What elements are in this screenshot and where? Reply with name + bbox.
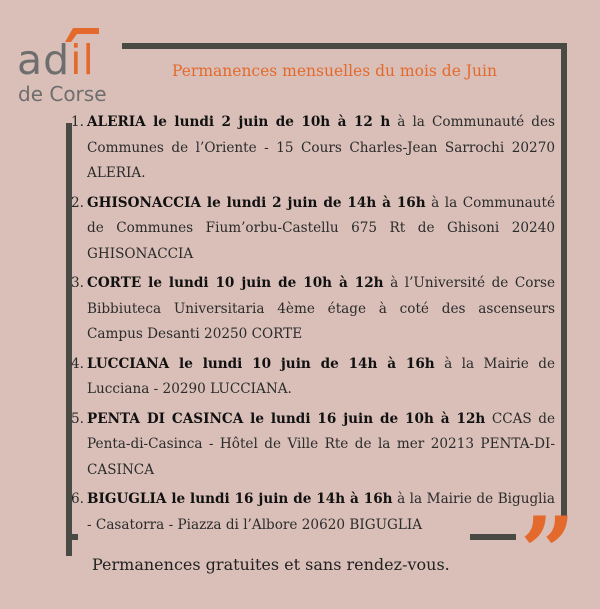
logo-part1: ad (17, 36, 71, 84)
item-detail: à la Mairie de Biguglia - Casatorra - Piazza di l’Albore 20620 BIGUGLIA (87, 491, 555, 533)
item-heading: GHISONACCIA le lundi 2 juin de 14h à 16h (87, 194, 426, 211)
item-detail: à la Communauté des Communes de l’Oriente - 15 Cours Charles-Jean Sarrochi 20270 ALERIA. (87, 114, 556, 181)
item-number: 5. (71, 410, 84, 427)
footer-note: Permanences gratuites et sans rendez-vous. (92, 555, 450, 574)
item-heading: LUCCIANA le lundi 10 juin de 14h à 16h (87, 355, 435, 372)
item-number: 3. (71, 275, 84, 291)
item-detail: à l’Université de Corse Bibbiuteca Universitaria 4ème étage à coté des ascenseurs Campus Desanti 20250 CORTE (87, 275, 555, 342)
item-text (87, 487, 555, 538)
item-detail: à la Mairie de Lucciana - 20290 LUCCIANA. (87, 355, 555, 397)
item-heading: CORTE le lundi 10 juin de 10h à 12h (87, 275, 384, 291)
item-number: 2. (71, 194, 84, 211)
item-number: 6. (71, 491, 84, 507)
item-text (87, 352, 555, 403)
permanences-list (71, 110, 555, 542)
adil-logo (17, 18, 137, 108)
item-heading: PENTA DI CASINCA le lundi 16 juin de 10h à 12h (87, 410, 486, 427)
list-item (71, 110, 555, 187)
list-item (71, 487, 555, 538)
item-text (87, 110, 555, 187)
list-item (71, 191, 555, 268)
list-item (71, 407, 555, 484)
item-heading: BIGUGLIA le lundi 16 juin de 14h à 16h (87, 491, 393, 507)
item-text (87, 191, 555, 268)
item-number: 1. (71, 114, 84, 130)
item-heading: ALERIA le lundi 2 juin de 10h à 12 h (87, 114, 391, 130)
item-detail: CCAS de Penta-di-Casinca - Hôtel de Ville Rte de la mer 20213 PENTA-DI-CASINCA (87, 410, 555, 478)
item-number: 4. (71, 355, 84, 372)
page-title: Permanences mensuelles du mois de Juin (172, 62, 497, 80)
list-item (71, 352, 555, 403)
logo-wordmark (17, 36, 95, 84)
logo-subtitle: de Corse (18, 82, 107, 106)
logo-part2: il (70, 36, 95, 84)
quote-icon: ” (520, 496, 576, 609)
item-text (87, 271, 555, 348)
list-item (71, 271, 555, 348)
item-text (87, 407, 555, 484)
item-detail: à la Communauté de Communes Fium’orbu-Castellu 675 Rt de Ghisoni 20240 GHISONACCIA (87, 194, 555, 262)
